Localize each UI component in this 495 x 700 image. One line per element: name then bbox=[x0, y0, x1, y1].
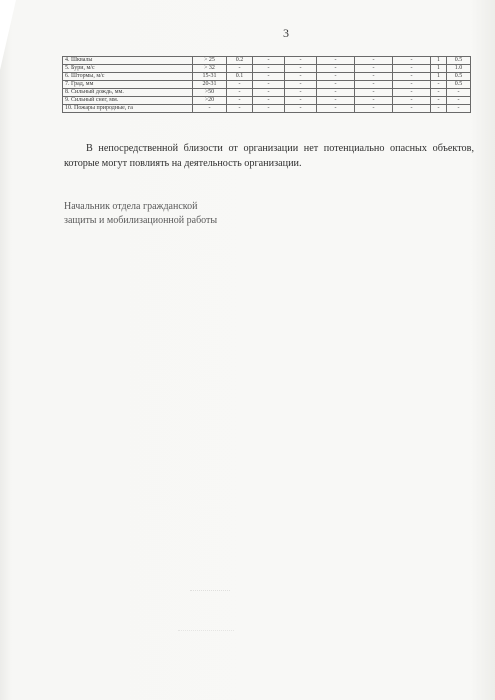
table-cell: - bbox=[431, 97, 447, 105]
table-cell: 1 bbox=[431, 57, 447, 65]
table-cell: - bbox=[193, 105, 227, 113]
table-cell: - bbox=[317, 65, 355, 73]
hazard-table bbox=[62, 56, 471, 113]
statement-text: В непосредственной близости от организации нет потенциально опасных объектов, которые могут повлиять на деятельность организации. bbox=[64, 143, 474, 169]
table-cell: 1.0 bbox=[447, 65, 471, 73]
table-cell: - bbox=[227, 97, 253, 105]
hazard-name-cell: 6. Штормы, м/с bbox=[63, 73, 193, 81]
table-cell: - bbox=[317, 57, 355, 65]
table-cell: - bbox=[393, 65, 431, 73]
table-cell: > 25 bbox=[193, 57, 227, 65]
table-cell: - bbox=[393, 57, 431, 65]
hazard-name-cell: 10. Пожары природные, га bbox=[63, 105, 193, 113]
table-row bbox=[63, 105, 471, 113]
page-number: 3 bbox=[283, 26, 289, 40]
table-cell: - bbox=[431, 105, 447, 113]
table-cell: - bbox=[317, 73, 355, 81]
signature-title-line2: защиты и мобилизационной работы bbox=[64, 215, 218, 226]
table-cell: - bbox=[317, 97, 355, 105]
table-cell: - bbox=[355, 73, 393, 81]
table-cell: - bbox=[447, 89, 471, 97]
table-cell: - bbox=[285, 73, 317, 81]
table-cell: - bbox=[317, 89, 355, 97]
table-cell: - bbox=[447, 105, 471, 113]
statement-paragraph bbox=[64, 141, 474, 171]
table-cell: - bbox=[447, 97, 471, 105]
table-cell: - bbox=[253, 89, 285, 97]
table-cell: - bbox=[355, 65, 393, 73]
table-cell: 15-31 bbox=[193, 73, 227, 81]
table-cell: - bbox=[431, 81, 447, 89]
table-cell: - bbox=[285, 89, 317, 97]
table-cell: - bbox=[285, 65, 317, 73]
table-row bbox=[63, 73, 471, 81]
table-cell: 0.5 bbox=[447, 73, 471, 81]
hazard-name-cell: 9. Сильный снег, мм. bbox=[63, 97, 193, 105]
table-cell: - bbox=[253, 65, 285, 73]
table-cell: - bbox=[285, 97, 317, 105]
hazard-name-cell: 5. Бури, м/с bbox=[63, 65, 193, 73]
table-cell: - bbox=[253, 105, 285, 113]
table-row bbox=[63, 57, 471, 65]
table-row bbox=[63, 65, 471, 73]
table-cell: - bbox=[317, 81, 355, 89]
table-cell: - bbox=[355, 105, 393, 113]
table-cell: - bbox=[355, 57, 393, 65]
table-cell: - bbox=[355, 81, 393, 89]
table-cell: - bbox=[253, 57, 285, 65]
table-cell: - bbox=[227, 81, 253, 89]
table-cell: - bbox=[355, 89, 393, 97]
hazard-name-cell: 4. Шквалы bbox=[63, 57, 193, 65]
table-row bbox=[63, 81, 471, 89]
table-cell: - bbox=[317, 105, 355, 113]
table-cell: 0.5 bbox=[447, 81, 471, 89]
table-cell: - bbox=[285, 81, 317, 89]
table-cell: 20-31 bbox=[193, 81, 227, 89]
table-cell: 0.1 bbox=[227, 73, 253, 81]
table-cell: - bbox=[355, 97, 393, 105]
table-cell: - bbox=[227, 65, 253, 73]
signature-title-line1: Начальник отдела гражданской bbox=[64, 201, 198, 212]
table-cell: > 32 bbox=[193, 65, 227, 73]
folded-corner bbox=[0, 0, 16, 70]
table-cell: 1 bbox=[431, 73, 447, 81]
table-cell: 0.2 bbox=[227, 57, 253, 65]
table-cell: - bbox=[227, 105, 253, 113]
faint-mark bbox=[190, 590, 230, 599]
table-cell: >50 bbox=[193, 89, 227, 97]
table-cell: - bbox=[253, 81, 285, 89]
table-row bbox=[63, 97, 471, 105]
table-cell: - bbox=[285, 105, 317, 113]
table-cell: - bbox=[393, 73, 431, 81]
table-cell: - bbox=[227, 89, 253, 97]
table-cell: - bbox=[393, 97, 431, 105]
table-cell: - bbox=[393, 89, 431, 97]
table-cell: - bbox=[253, 97, 285, 105]
table-cell: - bbox=[393, 81, 431, 89]
table-cell: - bbox=[431, 89, 447, 97]
table-cell: >20 bbox=[193, 97, 227, 105]
hazard-name-cell: 8. Сильный дождь, мм. bbox=[63, 89, 193, 97]
table-cell: 1 bbox=[431, 65, 447, 73]
table-cell: - bbox=[253, 73, 285, 81]
hazard-name-cell: 7. Град, мм bbox=[63, 81, 193, 89]
faint-mark bbox=[178, 630, 234, 637]
table-row bbox=[63, 89, 471, 97]
table-cell: - bbox=[285, 57, 317, 65]
table-cell: - bbox=[393, 105, 431, 113]
signature-block bbox=[64, 200, 217, 228]
table-cell: 0.5 bbox=[447, 57, 471, 65]
